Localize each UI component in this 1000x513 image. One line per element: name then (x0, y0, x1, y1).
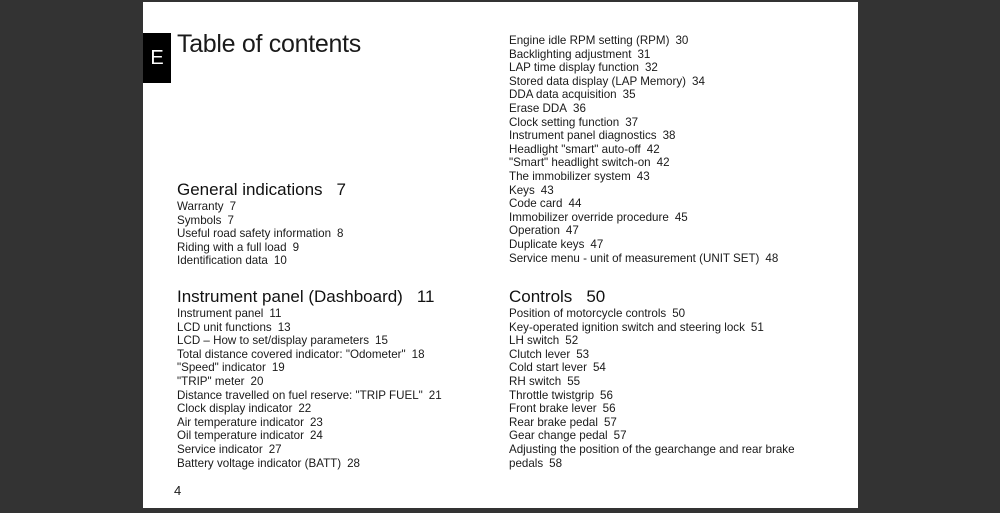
manual-page (143, 2, 858, 508)
toc-entry-title: Instrument panel diagnostics (509, 129, 657, 143)
toc-entry (177, 321, 442, 335)
toc-entries (509, 34, 778, 265)
toc-entry (177, 227, 346, 241)
toc-entry-title: Duplicate keys (509, 237, 585, 251)
page-title: Table of contents (177, 30, 361, 58)
toc-entry-title: The immobilizer system (509, 169, 631, 183)
toc-entry (509, 389, 819, 403)
toc-entry-page: 35 (622, 88, 636, 102)
toc-entry-page: 44 (568, 197, 582, 211)
toc-entry-page: 27 (268, 442, 282, 456)
toc-entry-page: 21 (428, 388, 442, 402)
toc-entry (509, 348, 819, 362)
toc-entry-page: 34 (692, 74, 705, 88)
toc-entry-title: "TRIP" meter (177, 374, 245, 388)
toc-entry-page: 19 (271, 361, 285, 375)
toc-entry (177, 416, 442, 430)
toc-entry-page: 32 (644, 61, 658, 75)
toc-entry-page: 20 (250, 374, 264, 388)
toc-entry-page: 56 (600, 388, 613, 402)
toc-entries (177, 200, 346, 268)
toc-entry (509, 184, 778, 198)
toc-entry (509, 102, 778, 116)
toc-entry-title: Symbols (177, 213, 222, 227)
toc-entry-title: Instrument panel (177, 307, 264, 320)
toc-entry (177, 375, 442, 389)
toc-entry-page: 47 (565, 224, 579, 238)
section-heading-title: General indications (177, 180, 323, 199)
toc-entry (177, 443, 442, 457)
section-heading (177, 286, 442, 307)
toc-entry-title: Erase DDA (509, 101, 567, 115)
toc-entry (509, 252, 778, 266)
toc-entry (177, 307, 442, 321)
toc-entry (509, 129, 778, 143)
toc-entry-page: 7 (229, 200, 237, 213)
toc-entry (177, 348, 442, 362)
toc-entry-title: Battery voltage indicator (BATT) (177, 456, 342, 470)
toc-entry-title: LAP time display function (509, 61, 639, 75)
toc-entry-title: Gear change pedal (509, 429, 608, 443)
section-heading-page: 50 (586, 287, 606, 306)
toc-entry-title: Position of motorcycle controls (509, 307, 667, 320)
toc-entry-page: 58 (549, 456, 563, 470)
toc-entry-title: Operation (509, 224, 560, 238)
toc-entry (509, 224, 778, 238)
toc-entry-page: 54 (592, 361, 606, 375)
toc-entry-title: Useful road safety information (177, 227, 332, 241)
toc-entry-page: 8 (337, 227, 344, 241)
toc-entry (509, 361, 819, 375)
toc-entry (509, 75, 778, 89)
section-heading-page: 11 (416, 287, 435, 306)
toc-entry (177, 389, 442, 403)
toc-entry (509, 429, 819, 443)
toc-entry (177, 334, 442, 348)
toc-entry (177, 429, 442, 443)
toc-entry-page: 51 (750, 320, 764, 334)
page-number: 4 (174, 483, 182, 498)
toc-entry-page: 48 (765, 251, 779, 265)
toc-entry-page: 56 (602, 402, 616, 416)
toc-entry-title: Warranty (177, 200, 224, 213)
toc-entry-title: Clock setting function (509, 115, 620, 129)
toc-entry (509, 88, 778, 102)
toc-entry-page: 7 (227, 213, 234, 227)
toc-entry-page: 55 (567, 374, 581, 388)
toc-entry-title: Clock display indicator (177, 402, 293, 416)
toc-entry-title: Keys (509, 183, 535, 197)
toc-entries (509, 307, 819, 470)
toc-entry-page: 42 (646, 142, 660, 156)
toc-entry-title: Rear brake pedal (509, 415, 598, 429)
toc-entry-page: 10 (273, 254, 287, 268)
toc-entry-title: Adjusting the position of the gearchange and rear brake pedals (509, 442, 795, 470)
toc-entry (509, 443, 819, 470)
toc-entry-page: 57 (603, 415, 617, 429)
toc-entry-page: 15 (375, 334, 388, 348)
toc-entry-page: 47 (590, 237, 604, 251)
toc-entry (509, 375, 819, 389)
toc-entry (509, 238, 778, 252)
toc-entry-title: "Smart" headlight switch-on (509, 156, 651, 170)
toc-entry-title: Total distance covered indicator: "Odometer" (177, 347, 406, 361)
toc-entry (509, 170, 778, 184)
toc-entry-page: 18 (411, 347, 425, 361)
toc-entry-page: 38 (662, 129, 676, 143)
toc-entry-page: 11 (269, 307, 282, 320)
toc-entry-title: DDA data acquisition (509, 88, 617, 102)
toc-entry-title: Front brake lever (509, 402, 597, 416)
section-heading-page: 7 (336, 180, 346, 199)
toc-entry-page: 28 (347, 456, 360, 470)
toc-entry (509, 197, 778, 211)
toc-entry-title: Service indicator (177, 442, 263, 456)
toc-entry (509, 211, 778, 225)
toc-entry-title: Throttle twistgrip (509, 388, 595, 402)
toc-entry-page: 53 (576, 347, 590, 361)
toc-entry-page: 23 (309, 415, 323, 429)
section-tab-letter: E (150, 46, 164, 69)
toc-section-general (177, 179, 346, 268)
toc-entry-title: Immobilizer override procedure (509, 210, 669, 224)
toc-entries (177, 307, 442, 470)
toc-entry (509, 416, 819, 430)
toc-entry-page: 43 (540, 183, 554, 197)
toc-entry-page: 24 (309, 429, 323, 443)
toc-entry (177, 254, 346, 268)
toc-entry (509, 307, 819, 321)
toc-entry-title: Headlight "smart" auto-off (509, 142, 641, 156)
toc-section-instrument-continued (509, 34, 778, 265)
toc-entry-page: 9 (292, 240, 300, 254)
toc-entry (509, 116, 778, 130)
toc-entry-page: 43 (636, 169, 650, 183)
toc-entry-page: 31 (637, 47, 651, 61)
toc-entry (509, 321, 819, 335)
toc-entry-page: 57 (613, 429, 627, 443)
toc-entry-title: Code card (509, 197, 563, 211)
section-tab (143, 33, 171, 83)
toc-entry-title: Riding with a full load (177, 240, 287, 254)
toc-entry (509, 334, 819, 348)
toc-entry-page: 42 (656, 156, 670, 170)
section-heading (177, 179, 346, 200)
toc-entry (177, 214, 346, 228)
toc-entry-page: 37 (625, 115, 639, 129)
toc-entry (177, 200, 346, 214)
toc-entry (509, 34, 778, 48)
toc-entry-page: 50 (672, 307, 686, 320)
toc-entry (509, 156, 778, 170)
toc-entry-title: Identification data (177, 254, 268, 268)
toc-entry (509, 143, 778, 157)
toc-entry (177, 361, 442, 375)
toc-entry (177, 241, 346, 255)
toc-entry-title: Air temperature indicator (177, 415, 304, 429)
toc-entry-title: "Speed" indicator (177, 361, 266, 375)
toc-entry (177, 402, 442, 416)
toc-entry-page: 30 (675, 34, 689, 47)
section-heading-title: Controls (509, 287, 573, 306)
section-heading (509, 286, 819, 307)
toc-entry-page: 45 (674, 210, 688, 224)
toc-entry-page: 52 (565, 334, 579, 348)
toc-entry-title: Backlighting adjustment (509, 47, 632, 61)
toc-entry-title: Clutch lever (509, 347, 571, 361)
toc-entry-page: 13 (277, 320, 291, 334)
toc-entry-page: 36 (573, 101, 586, 115)
section-heading-title: Instrument panel (Dashboard) (177, 287, 403, 306)
toc-entry-page: 22 (298, 402, 312, 416)
toc-entry-title: Oil temperature indicator (177, 429, 304, 443)
toc-entry-title: LCD unit functions (177, 320, 272, 334)
toc-entry-title: RH switch (509, 374, 562, 388)
toc-entry-title: LH switch (509, 334, 560, 348)
toc-entry-title: Engine idle RPM setting (RPM) (509, 34, 670, 47)
toc-entry-title: LCD – How to set/display parameters (177, 334, 370, 348)
toc-entry (509, 61, 778, 75)
toc-entry-title: Cold start lever (509, 361, 587, 375)
toc-entry-title: Stored data display (LAP Memory) (509, 74, 686, 88)
toc-entry (177, 457, 442, 471)
toc-entry (509, 402, 819, 416)
toc-section-controls (509, 286, 819, 470)
toc-section-instrument (177, 286, 442, 470)
toc-entry-title: Service menu - unit of measurement (UNIT SET) (509, 251, 760, 265)
toc-entry-title: Distance travelled on fuel reserve: "TRIP FUEL" (177, 388, 423, 402)
toc-entry (509, 48, 778, 62)
toc-entry-title: Key-operated ignition switch and steering lock (509, 320, 745, 334)
